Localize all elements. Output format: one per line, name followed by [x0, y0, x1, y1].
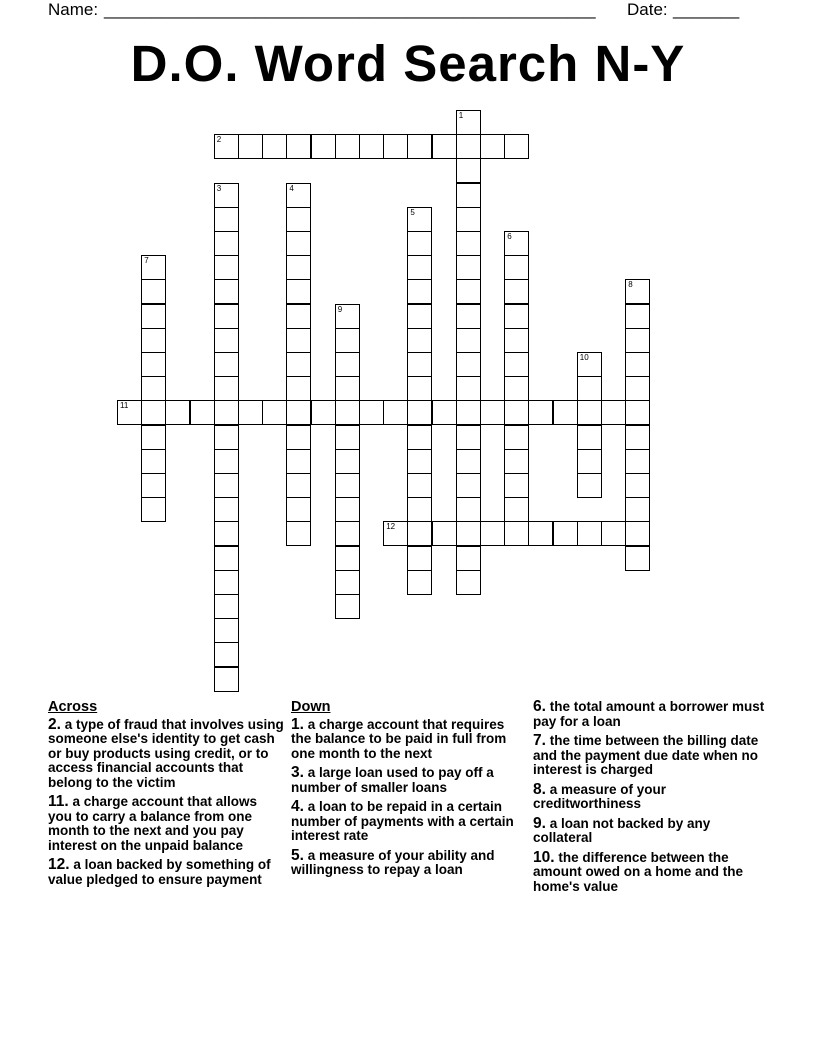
- clue-text: the time between the billing date and the payment due date when no interest is charged: [533, 733, 759, 777]
- cell-number: 1: [458, 111, 464, 120]
- down-clue: [291, 766, 523, 795]
- clues-column-3: [533, 700, 769, 899]
- grid-cell[interactable]: [504, 352, 529, 377]
- grid-cell[interactable]: [480, 134, 505, 159]
- down-clue: [291, 715, 523, 762]
- grid-cell[interactable]: [214, 183, 239, 208]
- grid-cell[interactable]: [456, 497, 481, 522]
- clue-text: a large loan used to pay off a number of smaller loans: [291, 765, 494, 795]
- grid-cell[interactable]: [456, 328, 481, 353]
- grid-cell[interactable]: [214, 279, 239, 304]
- clue-text: the difference between the amount owed on a home and the home's value: [533, 849, 744, 894]
- grid-cell[interactable]: [504, 400, 529, 425]
- grid-cell[interactable]: [407, 521, 432, 546]
- grid-cell[interactable]: [480, 400, 505, 425]
- grid-cell[interactable]: [383, 134, 408, 159]
- grid-cell[interactable]: [528, 521, 553, 546]
- clue-text: a measure of your creditworthiness: [533, 781, 666, 811]
- clues-column-2: [291, 700, 523, 883]
- grid-cell[interactable]: [286, 183, 311, 208]
- grid-cell[interactable]: [214, 425, 239, 450]
- down-clue: [533, 780, 769, 812]
- grid-cell[interactable]: [335, 521, 360, 546]
- grid-cell[interactable]: [286, 521, 311, 546]
- down-clue: [533, 734, 769, 778]
- grid-cell[interactable]: [335, 473, 360, 498]
- grid-cell[interactable]: [238, 134, 263, 159]
- grid-cell[interactable]: [625, 304, 650, 329]
- grid-cell[interactable]: [214, 304, 239, 329]
- grid-cell[interactable]: [141, 376, 166, 401]
- grid-cell[interactable]: [625, 425, 650, 450]
- page-title: D.O. Word Search N-Y: [130, 35, 686, 92]
- grid-cell[interactable]: [432, 521, 457, 546]
- grid-cell[interactable]: [286, 304, 311, 329]
- down-clue: [291, 846, 523, 878]
- grid-cell[interactable]: [480, 521, 505, 546]
- grid-cell[interactable]: [456, 207, 481, 232]
- across-clue: [48, 795, 284, 853]
- grid-cell[interactable]: [141, 449, 166, 474]
- clue-number: 9.: [533, 814, 546, 832]
- grid-cell[interactable]: [625, 328, 650, 353]
- clue-number: 7.: [533, 732, 546, 749]
- cell-number: 4: [289, 183, 294, 193]
- grid-cell[interactable]: [214, 618, 239, 643]
- date-label: Date:: [627, 0, 668, 19]
- grid-cell[interactable]: [456, 376, 481, 401]
- across-clue: [48, 715, 284, 791]
- grid-cell[interactable]: [214, 328, 239, 353]
- grid-cell[interactable]: [214, 449, 239, 474]
- grid-cell[interactable]: [141, 255, 166, 280]
- down-heading: Down: [291, 699, 331, 715]
- grid-cell[interactable]: [407, 546, 432, 571]
- grid-cell[interactable]: [214, 352, 239, 377]
- down-clue: [533, 700, 769, 729]
- grid-cell[interactable]: [141, 497, 166, 522]
- grid-cell[interactable]: [625, 400, 650, 425]
- grid-cell[interactable]: [335, 497, 360, 522]
- grid-cell[interactable]: [577, 425, 602, 450]
- cell-number: 3: [216, 183, 222, 193]
- clue-text: a charge account that allows you to carry a balance from one month to the next and you pay interest on the unpaid balance: [48, 794, 258, 853]
- grid-cell[interactable]: [625, 521, 650, 546]
- grid-cell[interactable]: [432, 134, 457, 159]
- clue-number: 1.: [291, 715, 304, 733]
- grid-cell[interactable]: [456, 521, 481, 546]
- cell-number: 5: [410, 207, 415, 217]
- grid-cell[interactable]: [286, 279, 311, 304]
- grid-cell[interactable]: [141, 352, 166, 377]
- cell-number: 6: [507, 232, 512, 241]
- grid-cell[interactable]: [286, 400, 311, 425]
- clue-number: 5.: [291, 846, 304, 864]
- grid-cell[interactable]: [359, 134, 384, 159]
- grid-cell[interactable]: [407, 134, 432, 159]
- cell-number: 7: [144, 256, 149, 266]
- grid-cell[interactable]: [504, 376, 529, 401]
- down-clue: [291, 800, 523, 844]
- grid-cell[interactable]: [504, 521, 529, 546]
- grid-cell[interactable]: [504, 328, 529, 353]
- cell-number: 8: [628, 280, 633, 290]
- grid-cell[interactable]: [214, 231, 239, 256]
- grid-cell[interactable]: [214, 570, 239, 595]
- clue-number: 12.: [48, 856, 70, 873]
- grid-cell[interactable]: [456, 473, 481, 498]
- across-clue: [48, 858, 284, 887]
- grid-cell[interactable]: [214, 376, 239, 401]
- grid-cell[interactable]: [286, 425, 311, 450]
- clue-number: 10.: [533, 848, 555, 866]
- grid-cell[interactable]: [335, 400, 360, 425]
- grid-cell[interactable]: [262, 134, 287, 159]
- grid-cell[interactable]: [335, 449, 360, 474]
- grid-cell[interactable]: [407, 328, 432, 353]
- cell-number: 11: [120, 401, 129, 411]
- grid-cell[interactable]: [407, 304, 432, 329]
- grid-cell[interactable]: [625, 473, 650, 498]
- grid-cell[interactable]: [407, 570, 432, 595]
- name-label: Name:: [48, 0, 99, 19]
- grid-cell[interactable]: [407, 497, 432, 522]
- grid-cell[interactable]: [335, 570, 360, 595]
- grid-cell[interactable]: [577, 400, 602, 425]
- grid-cell[interactable]: [286, 255, 311, 280]
- grid-cell[interactable]: [577, 449, 602, 474]
- cell-number: 9: [337, 304, 343, 314]
- clue-number: 6.: [533, 698, 546, 715]
- name-field[interactable]: ____________________________________________________: [104, 0, 596, 19]
- grid-cell[interactable]: [214, 546, 239, 571]
- grid-cell[interactable]: [504, 473, 529, 498]
- grid-cell[interactable]: [504, 304, 529, 329]
- grid-cell[interactable]: [577, 352, 602, 377]
- grid-cell[interactable]: [383, 400, 408, 425]
- grid-cell[interactable]: [456, 231, 481, 256]
- grid-cell[interactable]: [141, 279, 166, 304]
- grid-cell[interactable]: [141, 328, 166, 353]
- clue-text: a charge account that requires the balance to be paid in full from one month to the next: [291, 716, 507, 761]
- grid-cell[interactable]: [335, 304, 360, 329]
- grid-cell[interactable]: [214, 667, 239, 692]
- grid-cell[interactable]: [553, 400, 578, 425]
- grid-cell[interactable]: [625, 352, 650, 377]
- grid-cell[interactable]: [141, 400, 166, 425]
- grid-cell[interactable]: [214, 400, 239, 425]
- grid-cell[interactable]: [311, 134, 336, 159]
- clue-number: 4.: [291, 798, 304, 815]
- grid-cell[interactable]: [190, 400, 215, 425]
- grid-cell[interactable]: [286, 376, 311, 401]
- grid-cell[interactable]: [577, 473, 602, 498]
- clue-text: a loan to be repaid in a certain number of payments with a certain interest rate: [291, 799, 514, 843]
- grid-cell[interactable]: [286, 207, 311, 232]
- grid-cell[interactable]: [286, 134, 311, 159]
- grid-cell[interactable]: [456, 183, 481, 208]
- cell-number: 10: [579, 353, 589, 362]
- grid-cell[interactable]: [214, 473, 239, 498]
- grid-cell[interactable]: [335, 594, 360, 619]
- grid-cell[interactable]: [335, 376, 360, 401]
- grid-cell[interactable]: [456, 425, 481, 450]
- grid-cell[interactable]: [407, 352, 432, 377]
- grid-cell[interactable]: [407, 400, 432, 425]
- grid-cell[interactable]: [286, 449, 311, 474]
- grid-cell[interactable]: [117, 400, 142, 425]
- grid-cell[interactable]: [335, 352, 360, 377]
- grid-cell[interactable]: [383, 521, 408, 546]
- grid-cell[interactable]: [625, 376, 650, 401]
- clue-text: a loan backed by something of value pledged to ensure payment: [48, 857, 271, 887]
- grid-cell[interactable]: [262, 400, 287, 425]
- grid-cell[interactable]: [577, 376, 602, 401]
- grid-cell[interactable]: [286, 231, 311, 256]
- grid-cell[interactable]: [504, 231, 529, 256]
- grid-cell[interactable]: [214, 594, 239, 619]
- grid-cell[interactable]: [407, 207, 432, 232]
- grid-cell[interactable]: [625, 497, 650, 522]
- grid-cell[interactable]: [504, 425, 529, 450]
- grid-cell[interactable]: [214, 642, 239, 667]
- grid-cell[interactable]: [214, 134, 239, 159]
- grid-cell[interactable]: [625, 546, 650, 571]
- grid-cell[interactable]: [407, 255, 432, 280]
- clue-text: the total amount a borrower must pay for a loan: [533, 699, 765, 729]
- grid-cell[interactable]: [456, 279, 481, 304]
- grid-cell[interactable]: [456, 304, 481, 329]
- grid-cell[interactable]: [553, 521, 578, 546]
- clues-column-1: [48, 700, 284, 892]
- cell-number: 2: [216, 135, 222, 145]
- clue-number: 8.: [533, 780, 546, 798]
- grid-cell[interactable]: [504, 134, 529, 159]
- grid-cell[interactable]: [311, 400, 336, 425]
- clue-text: a type of fraud that involves using someone else's identity to get cash or buy products using credit, or to access financial accounts that belong to the victim: [48, 716, 284, 790]
- grid-cell[interactable]: [335, 328, 360, 353]
- grid-cell[interactable]: [456, 449, 481, 474]
- grid-cell[interactable]: [504, 449, 529, 474]
- grid-cell[interactable]: [359, 400, 384, 425]
- down-clue: [533, 814, 769, 846]
- clue-text: a measure of your ability and willingness to repay a loan: [291, 847, 495, 877]
- clue-number: 11.: [48, 793, 69, 810]
- grid-cell[interactable]: [407, 376, 432, 401]
- grid-cell[interactable]: [286, 473, 311, 498]
- grid-cell[interactable]: [432, 400, 457, 425]
- clue-text: a loan not backed by any collateral: [533, 815, 711, 845]
- grid-cell[interactable]: [214, 497, 239, 522]
- down-clue: [533, 848, 769, 895]
- grid-cell[interactable]: [456, 110, 481, 135]
- clue-number: 2.: [48, 715, 61, 733]
- grid-cell[interactable]: [286, 328, 311, 353]
- grid-cell[interactable]: [141, 304, 166, 329]
- grid-cell[interactable]: [141, 425, 166, 450]
- grid-cell[interactable]: [456, 546, 481, 571]
- grid-cell[interactable]: [214, 521, 239, 546]
- grid-cell[interactable]: [335, 425, 360, 450]
- cell-number: 12: [386, 522, 396, 532]
- grid-cell[interactable]: [456, 158, 481, 183]
- grid-cell[interactable]: [407, 231, 432, 256]
- grid-cell[interactable]: [141, 473, 166, 498]
- grid-cell[interactable]: [528, 400, 553, 425]
- grid-cell[interactable]: [238, 400, 263, 425]
- grid-cell[interactable]: [456, 570, 481, 595]
- grid-cell[interactable]: [165, 400, 190, 425]
- across-heading: Across: [48, 699, 98, 715]
- grid-cell[interactable]: [335, 546, 360, 571]
- grid-cell[interactable]: [214, 255, 239, 280]
- grid-cell[interactable]: [335, 134, 360, 159]
- date-field[interactable]: _______: [673, 0, 740, 19]
- grid-cell[interactable]: [456, 352, 481, 377]
- grid-cell[interactable]: [456, 400, 481, 425]
- grid-cell[interactable]: [407, 473, 432, 498]
- grid-cell[interactable]: [504, 279, 529, 304]
- grid-cell[interactable]: [456, 134, 481, 159]
- grid-cell[interactable]: [407, 279, 432, 304]
- grid-cell[interactable]: [407, 425, 432, 450]
- grid-cell[interactable]: [601, 521, 626, 546]
- grid-cell[interactable]: [625, 449, 650, 474]
- grid-cell[interactable]: [214, 207, 239, 232]
- grid-cell[interactable]: [504, 497, 529, 522]
- grid-cell[interactable]: [407, 449, 432, 474]
- grid-cell[interactable]: [601, 400, 626, 425]
- grid-cell[interactable]: [577, 521, 602, 546]
- grid-cell[interactable]: [625, 279, 650, 304]
- grid-cell[interactable]: [286, 497, 311, 522]
- clue-number: 3.: [291, 764, 304, 781]
- grid-cell[interactable]: [456, 255, 481, 280]
- grid-cell[interactable]: [504, 255, 529, 280]
- grid-cell[interactable]: [286, 352, 311, 377]
